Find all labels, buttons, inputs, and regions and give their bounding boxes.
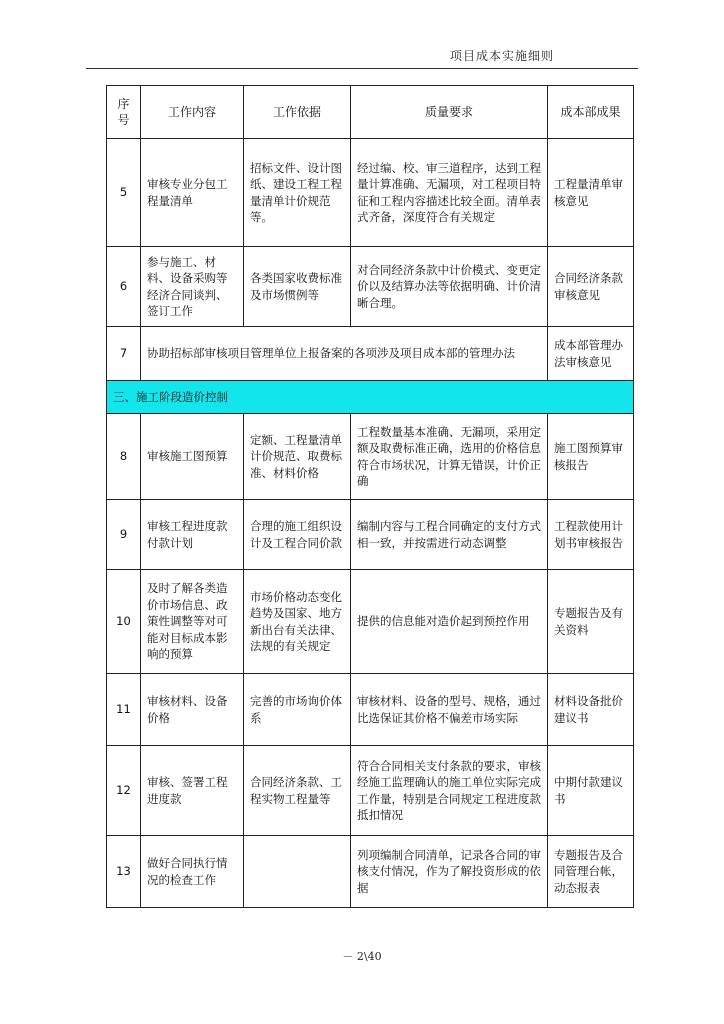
work-content: 做好合同执行情况的检查工作	[141, 836, 244, 908]
quality-requirement: 符合合同相关支付条款的要求，审核经施工监理确认的施工单位实际完成工作量，特别是合同规定工程进度款抵扣情况	[351, 746, 548, 836]
department-result: 合同经济条款审核意见	[548, 247, 634, 327]
table-row	[107, 247, 634, 327]
column-header-basis: 工作依据	[244, 86, 351, 139]
quality-requirement: 经过编、校、审三道程序，达到工程量计算准确、无漏项，对工程项目特征和工程内容描述比较全面。清单表式齐备，深度符合有关规定	[351, 139, 548, 247]
quality-requirement: 审核材料、设备的型号、规格，通过比选保证其价格不偏差市场实际	[351, 674, 548, 746]
work-content: 审核工程进度款付款计划	[141, 500, 244, 570]
work-content: 审核专业分包工程量清单	[141, 139, 244, 247]
row-number: 8	[107, 414, 141, 500]
row-number: 13	[107, 836, 141, 908]
section-header-row	[107, 381, 634, 414]
row-number: 11	[107, 674, 141, 746]
work-basis: 市场价格动态变化趋势及国家、地方新出台有关法律、法规的有关规定	[244, 570, 351, 674]
work-content: 协助招标部审核项目管理单位上报备案的各项涉及项目成本部的管理办法	[141, 327, 548, 381]
work-content: 参与施工、材料、设备采购等经济合同谈判、签订工作	[141, 247, 244, 327]
table-row	[107, 836, 634, 908]
department-result: 中期付款建议书	[548, 746, 634, 836]
row-number: 5	[107, 139, 141, 247]
work-content: 审核施工图预算	[141, 414, 244, 500]
column-header-result: 成本部成果	[548, 86, 634, 139]
work-basis: 完善的市场询价体系	[244, 674, 351, 746]
table-row	[107, 674, 634, 746]
header-divider	[86, 68, 638, 69]
work-content: 审核、签署工程进度款	[141, 746, 244, 836]
work-basis: 合同经济条款、工程实物工程量等	[244, 746, 351, 836]
table-row	[107, 746, 634, 836]
page-number: － 2\40	[342, 950, 382, 963]
row-number: 7	[107, 327, 141, 381]
work-basis: 各类国家收费标准及市场惯例等	[244, 247, 351, 327]
department-result: 工程量清单审核意见	[548, 139, 634, 247]
column-header-quality: 质量要求	[351, 86, 548, 139]
quality-requirement: 对合同经济条款中计价模式、变更定价以及结算办法等依据明确、计价清晰合理。	[351, 247, 548, 327]
table-row	[107, 139, 634, 247]
quality-requirement: 提供的信息能对造价起到预控作用	[351, 570, 548, 674]
department-result: 施工图预算审核报告	[548, 414, 634, 500]
work-content: 审核材料、设备价格	[141, 674, 244, 746]
row-number: 12	[107, 746, 141, 836]
row-number: 9	[107, 500, 141, 570]
quality-requirement: 编制内容与工程合同确定的支付方式相一致，并按需进行动态调整	[351, 500, 548, 570]
department-result: 专题报告及合同管理台帐，动态报表	[548, 836, 634, 908]
work-basis	[244, 836, 351, 908]
table-row	[107, 327, 634, 381]
department-result: 材料设备批价建议书	[548, 674, 634, 746]
department-result: 工程款使用计划书审核报告	[548, 500, 634, 570]
cost-work-table	[106, 85, 634, 908]
quality-requirement: 工程数量基本准确、无漏项，采用定额及取费标准正确，选用的价格信息符合市场状况，计算无错误，计价正确	[351, 414, 548, 500]
work-basis: 招标文件、设计图纸、建设工程工程量清单计价规范等。	[244, 139, 351, 247]
table-row	[107, 570, 634, 674]
column-header-content: 工作内容	[141, 86, 244, 139]
work-basis: 合理的施工组织设计及工程合同价款	[244, 500, 351, 570]
row-number: 10	[107, 570, 141, 674]
document-header-title: 项目成本实施细则	[449, 49, 554, 63]
work-basis: 定额、工程量清单计价规范、取费标准、材料价格	[244, 414, 351, 500]
department-result: 成本部管理办法审核意见	[548, 327, 634, 381]
work-content: 及时了解各类造价市场信息、政策性调整等对可能对目标成本影响的预算	[141, 570, 244, 674]
table-header-row	[107, 86, 634, 139]
row-number: 6	[107, 247, 141, 327]
department-result: 专题报告及有关资料	[548, 570, 634, 674]
section-title: 三、施工阶段造价控制	[107, 381, 634, 414]
column-header-no: 序号	[107, 86, 141, 139]
table-row	[107, 500, 634, 570]
quality-requirement: 列项编制合同清单，记录各合同的审核支付情况，作为了解投资形成的依据	[351, 836, 548, 908]
table-row	[107, 414, 634, 500]
